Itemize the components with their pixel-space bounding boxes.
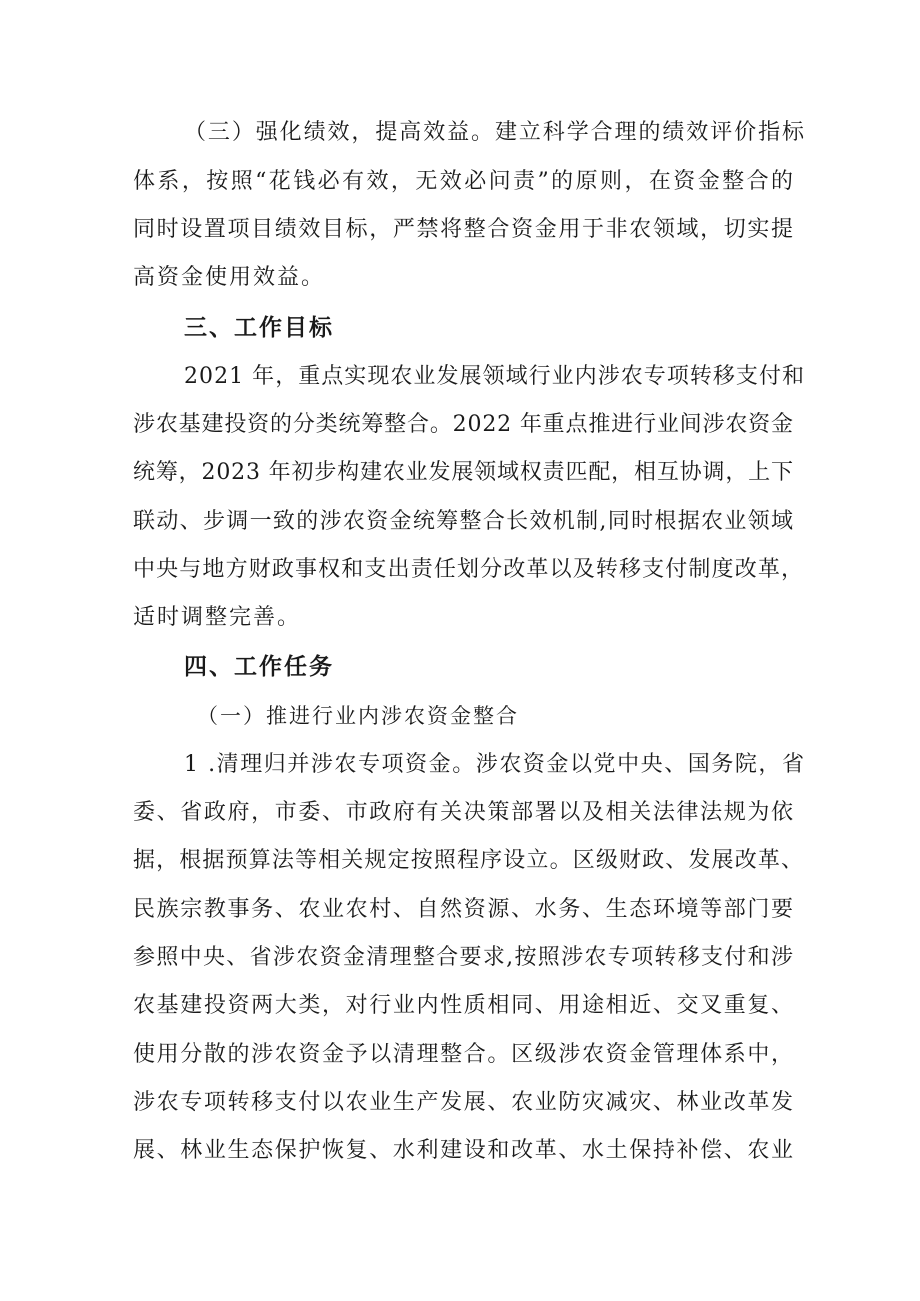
section-heading-goals: 三、工作目标 (184, 315, 334, 341)
paragraph-line: 涉农专项转移支付以农业生产发展、农业防灾减灾、林业改革发 (133, 1090, 795, 1115)
paragraph-line: 中央与地方财政事权和支出责任划分改革以及转移支付制度改革， (133, 557, 805, 582)
paragraph-line: （三）强化绩效，提高效益。建立科学合理的绩效评价指标 (184, 120, 806, 145)
paragraph-line: 适时调整完善。 (133, 605, 302, 630)
paragraph-line: 民族宗教事务、农业农村、自然资源、水务、生态环境等部门要 (133, 897, 795, 922)
paragraph-line: 体系，按照“花钱必有效，无效必问责”的原则，在资金整合的 (133, 169, 796, 194)
paragraph-line: 高资金使用效益。 (133, 265, 326, 290)
paragraph-line: 统筹，2023 年初步构建农业发展领域权责匹配，相互协调，上下 (133, 460, 794, 485)
paragraph-line: 使用分散的涉农资金予以清理整合。区级涉农资金管理体系中， (133, 1042, 795, 1067)
paragraph-line: 联动、步调一致的涉农资金统筹整合长效机制,同时根据农业领域 (133, 509, 795, 534)
subsection-heading: （一）推进行业内涉农资金整合 (197, 704, 519, 728)
paragraph-line: 农基建投资两大类，对行业内性质相同、用途相近、交叉重复、 (133, 993, 795, 1018)
section-heading-tasks: 四、工作任务 (184, 654, 334, 680)
paragraph-line: 1 .清理归并涉农专项资金。涉农资金以党中央、国务院，省 (184, 752, 806, 777)
paragraph-line: 涉农基建投资的分类统筹整合。2022 年重点推进行业间涉农资金 (133, 412, 794, 437)
paragraph-line: 同时设置项目绩效目标，严禁将整合资金用于非农领域，切实提 (133, 217, 795, 242)
paragraph-line: 委、省政府，市委、市政府有关决策部署以及相关法律法规为依 (133, 800, 795, 825)
paragraph-line: 展、林业生态保护恢复、水利建设和改革、水土保持补偿、农业 (133, 1138, 795, 1163)
paragraph-line: 据，根据预算法等相关规定按照程序设立。区级财政、发展改革、 (133, 848, 805, 873)
paragraph-line: 参照中央、省涉农资金清理整合要求,按照涉农专项转移支付和涉 (133, 945, 795, 970)
paragraph-line: 2021 年，重点实现农业发展领域行业内涉农专项转移支付和 (184, 364, 806, 389)
